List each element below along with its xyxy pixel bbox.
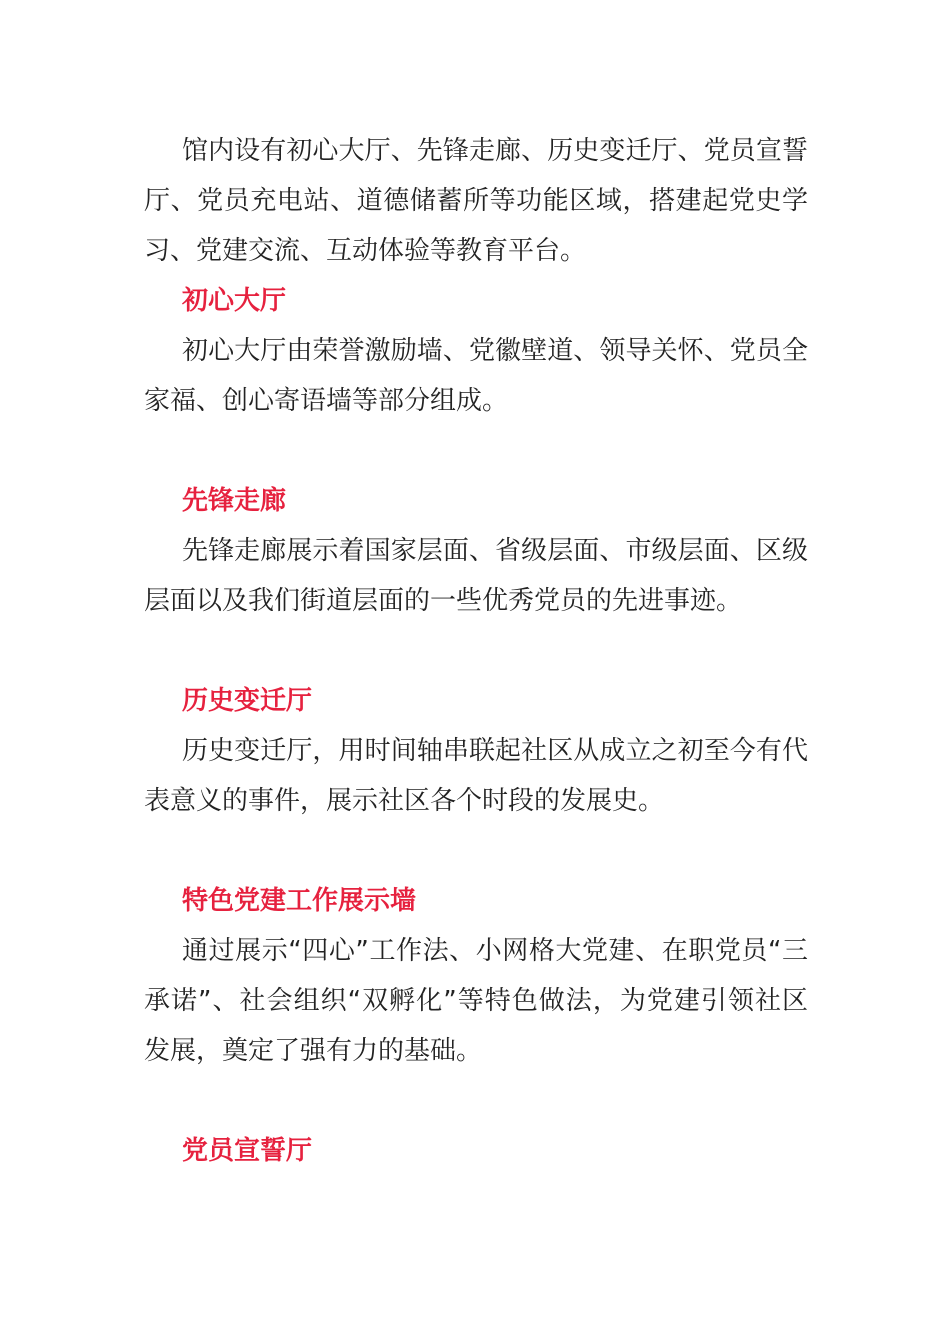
section-body-featured-wall: 通过展示“四心”工作法、小网格大党建、在职党员“三承诺”、社会组织“双孵化”等特色做法，为党建引领社区发展，奠定了强有力的基础。 — [144, 936, 808, 1066]
section-heading-pioneer-corridor: 先锋走廊 — [182, 486, 287, 516]
section-heading-chuxin-hall: 初心大厅 — [182, 286, 287, 316]
section-heading-oath-hall: 党员宣誓厅 — [182, 1136, 313, 1166]
intro-paragraph: 馆内设有初心大厅、先锋走廊、历史变迁厅、党员宣誓厅、党员充电站、道德储蓄所等功能区域，搭建起党史学习、党建交流、互动体验等教育平台。 — [144, 136, 808, 266]
section-body-pioneer-corridor: 先锋走廊展示着国家层面、省级层面、市级层面、区级层面以及我们街道层面的一些优秀党员的先进事迹。 — [144, 536, 808, 616]
section-spacer — [144, 626, 808, 676]
section-heading-history-hall: 历史变迁厅 — [182, 686, 313, 716]
section-body-chuxin-hall: 初心大厅由荣誉激励墙、党徽壁道、领导关怀、党员全家福、创心寄语墙等部分组成。 — [144, 336, 808, 416]
section-heading-featured-wall: 特色党建工作展示墙 — [182, 886, 417, 916]
section-spacer — [144, 1076, 808, 1126]
section-spacer — [144, 826, 808, 876]
section-spacer — [144, 426, 808, 476]
document-body — [144, 126, 808, 1176]
section-body-history-hall: 历史变迁厅，用时间轴串联起社区从成立之初至今有代表意义的事件，展示社区各个时段的发展史。 — [144, 736, 808, 816]
